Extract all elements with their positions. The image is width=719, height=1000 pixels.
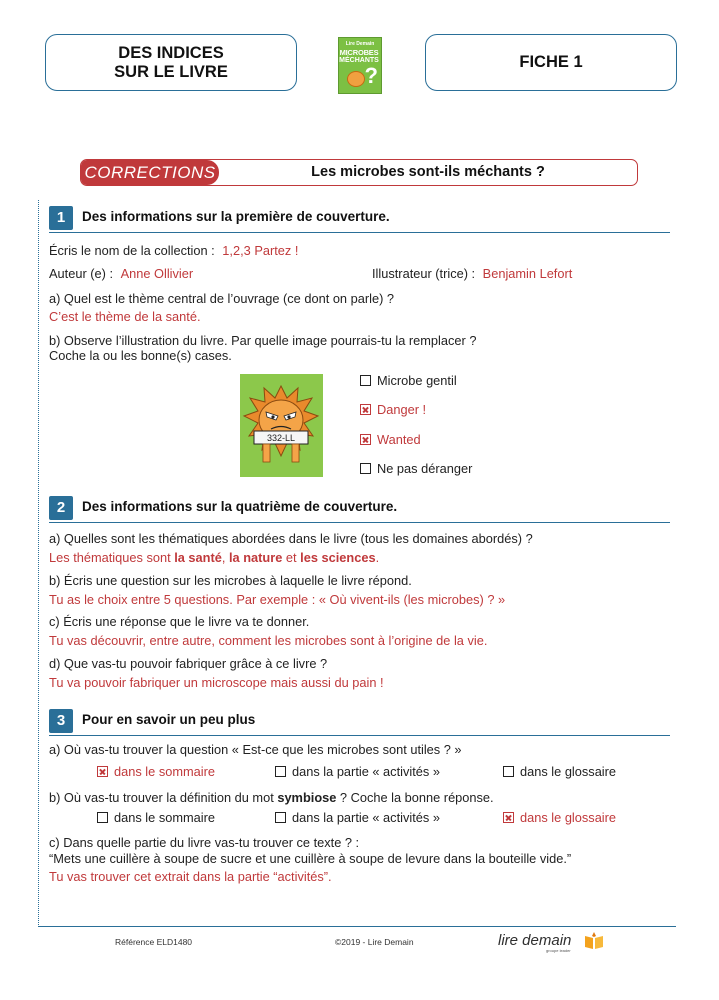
section-1-header [49, 206, 670, 233]
header-left-box [45, 34, 297, 91]
illustration-sign-text: 332-LL [266, 433, 296, 443]
logo-subtext: groupe leader [546, 948, 571, 953]
s3b-suffix: ? Coche la bonne réponse. [336, 790, 494, 805]
s2-question-b: b) Écris une question sur les microbes à laquelle le livre répond. [49, 573, 412, 588]
collection-line [49, 243, 298, 259]
section-2-number: 2 [49, 496, 73, 520]
s3-answer-c: Tu vas trouver cet extrait dans la partie “activités”. [49, 869, 332, 884]
book-logo-icon [584, 932, 604, 950]
s3b-prefix: b) Où vas-tu trouver la définition du mot [49, 790, 278, 805]
s2-answer-c: Tu vas découvrir, entre autre, comment les microbes sont à l’origine de la vie. [49, 633, 488, 648]
author-label: Auteur (e) : [49, 266, 114, 281]
s2-question-a: a) Quelles sont les thématiques abordées dans le livre (tous les domaines abordés) ? [49, 531, 533, 546]
checkbox-empty-icon[interactable] [275, 812, 286, 823]
corrections-title: Les microbes sont-ils méchants ? [311, 164, 545, 180]
header-left-line1: DES INDICES [118, 43, 224, 62]
collection-value: 1,2,3 Partez ! [222, 243, 299, 258]
s3-question-b [49, 790, 494, 806]
s2-theme-nature: la nature [229, 550, 283, 565]
book-cover-thumbnail [338, 37, 382, 94]
fiche-label: FICHE 1 [519, 53, 583, 71]
section-2-header [49, 496, 670, 523]
option-label: dans le sommaire [114, 764, 215, 779]
option-label: dans le glossaire [520, 810, 617, 825]
author-value: Anne Ollivier [120, 266, 194, 281]
s1-answer-a: C’est le thème de la santé. [49, 309, 201, 324]
s3b-option-glossaire[interactable] [503, 810, 616, 826]
header-left-line2: SUR LE LIVRE [114, 62, 228, 81]
checkbox-checked-icon[interactable] [360, 404, 371, 415]
checkbox-empty-icon[interactable] [360, 375, 371, 386]
author-line [49, 266, 193, 282]
s2-question-d: d) Que vas-tu pouvoir fabriquer grâce à ce livre ? [49, 656, 328, 671]
s3b-word: symbiose [277, 790, 337, 805]
option-label: dans le sommaire [114, 810, 215, 825]
s3b-option-sommaire[interactable] [97, 810, 215, 826]
illustrator-line [372, 266, 572, 282]
angry-microbe-icon [240, 374, 323, 477]
option-wanted[interactable] [360, 432, 421, 448]
cover-title-line1: MICROBES [339, 48, 379, 57]
s1-question-a: a) Quel est le thème central de l’ouvrage (ce dont on parle) ? [49, 291, 394, 306]
s1-question-b-line2: Coche la ou les bonne(s) cases. [49, 348, 232, 363]
option-microbe-gentil[interactable] [360, 373, 457, 389]
section-1-number: 1 [49, 206, 73, 230]
option-label: dans la partie « activités » [292, 810, 440, 825]
section-3-title: Pour en savoir un peu plus [82, 712, 256, 727]
s2-question-c: c) Écris une réponse que le livre va te donner. [49, 614, 310, 629]
left-margin-line [38, 200, 39, 927]
option-label: dans la partie « activités » [292, 764, 440, 779]
s2-answer-a [49, 550, 379, 566]
illustrator-value: Benjamin Lefort [482, 266, 573, 281]
cover-title-line2: MÉCHANTS [339, 57, 379, 64]
checkbox-checked-icon[interactable] [503, 812, 514, 823]
corrections-label: CORRECTIONS [81, 160, 219, 185]
s2-answer-b: Tu as le choix entre 5 questions. Par exemple : « Où vivent-ils (les microbes) ? » [49, 592, 506, 607]
option-danger[interactable] [360, 402, 426, 418]
illustrator-label: Illustrateur (trice) : [372, 266, 476, 281]
microbe-illustration [240, 374, 323, 477]
s2-theme-sciences: les sciences [300, 550, 376, 565]
checkbox-empty-icon[interactable] [275, 766, 286, 777]
s3a-option-sommaire[interactable] [97, 764, 215, 780]
cover-publisher: Lire Demain [345, 41, 375, 47]
option-ne-pas-deranger[interactable] [360, 461, 472, 477]
footer-reference: Référence ELD1480 [115, 937, 193, 947]
section-1-title: Des informations sur la première de couverture. [82, 209, 390, 224]
s3a-option-glossaire[interactable] [503, 764, 616, 780]
s3-question-c: c) Dans quelle partie du livre vas-tu trouver ce texte ? : [49, 835, 360, 850]
option-label: dans le glossaire [520, 764, 617, 779]
option-label: Microbe gentil [377, 373, 457, 388]
checkbox-checked-icon[interactable] [97, 766, 108, 777]
checkbox-empty-icon[interactable] [97, 812, 108, 823]
cover-question-mark: ? [364, 63, 378, 88]
collection-label: Écris le nom de la collection : [49, 243, 215, 258]
checkbox-empty-icon[interactable] [503, 766, 514, 777]
s2-theme-sante: la santé [174, 550, 222, 565]
footer-divider [38, 926, 676, 927]
s2-sep2: et [282, 550, 301, 565]
checkbox-empty-icon[interactable] [360, 463, 371, 474]
header-right-box [425, 34, 677, 91]
s3-question-a: a) Où vas-tu trouver la question « Est-ce que les microbes sont utiles ? » [49, 742, 462, 757]
s3b-option-activites[interactable] [275, 810, 440, 826]
checkbox-checked-icon[interactable] [360, 434, 371, 445]
option-label: Ne pas déranger [377, 461, 473, 476]
section-3-number: 3 [49, 709, 73, 733]
s2-answer-a-prefix: Les thématiques sont [49, 550, 175, 565]
lire-demain-logo [498, 929, 608, 957]
s2-sep1: , [221, 550, 229, 565]
logo-text: lire demain [498, 932, 572, 949]
option-label: Wanted [377, 432, 421, 447]
cover-microbe-icon [347, 71, 365, 87]
footer-copyright: ©2019 - Lire Demain [335, 937, 414, 947]
s3a-option-activites[interactable] [275, 764, 440, 780]
s1-question-b-line1: b) Observe l’illustration du livre. Par quelle image pourrais-tu la remplacer ? [49, 333, 477, 348]
s2-end: . [375, 550, 380, 565]
section-2-title: Des informations sur la quatrième de couverture. [82, 499, 398, 514]
option-label: Danger ! [377, 402, 427, 417]
s3-quote: “Mets une cuillère à soupe de sucre et une cuillère à soupe de levure dans la bouteille vide.” [49, 851, 572, 866]
corrections-banner [80, 159, 638, 186]
s2-answer-d: Tu va pouvoir fabriquer un microscope mais aussi du pain ! [49, 675, 384, 690]
section-3-header [49, 709, 670, 736]
